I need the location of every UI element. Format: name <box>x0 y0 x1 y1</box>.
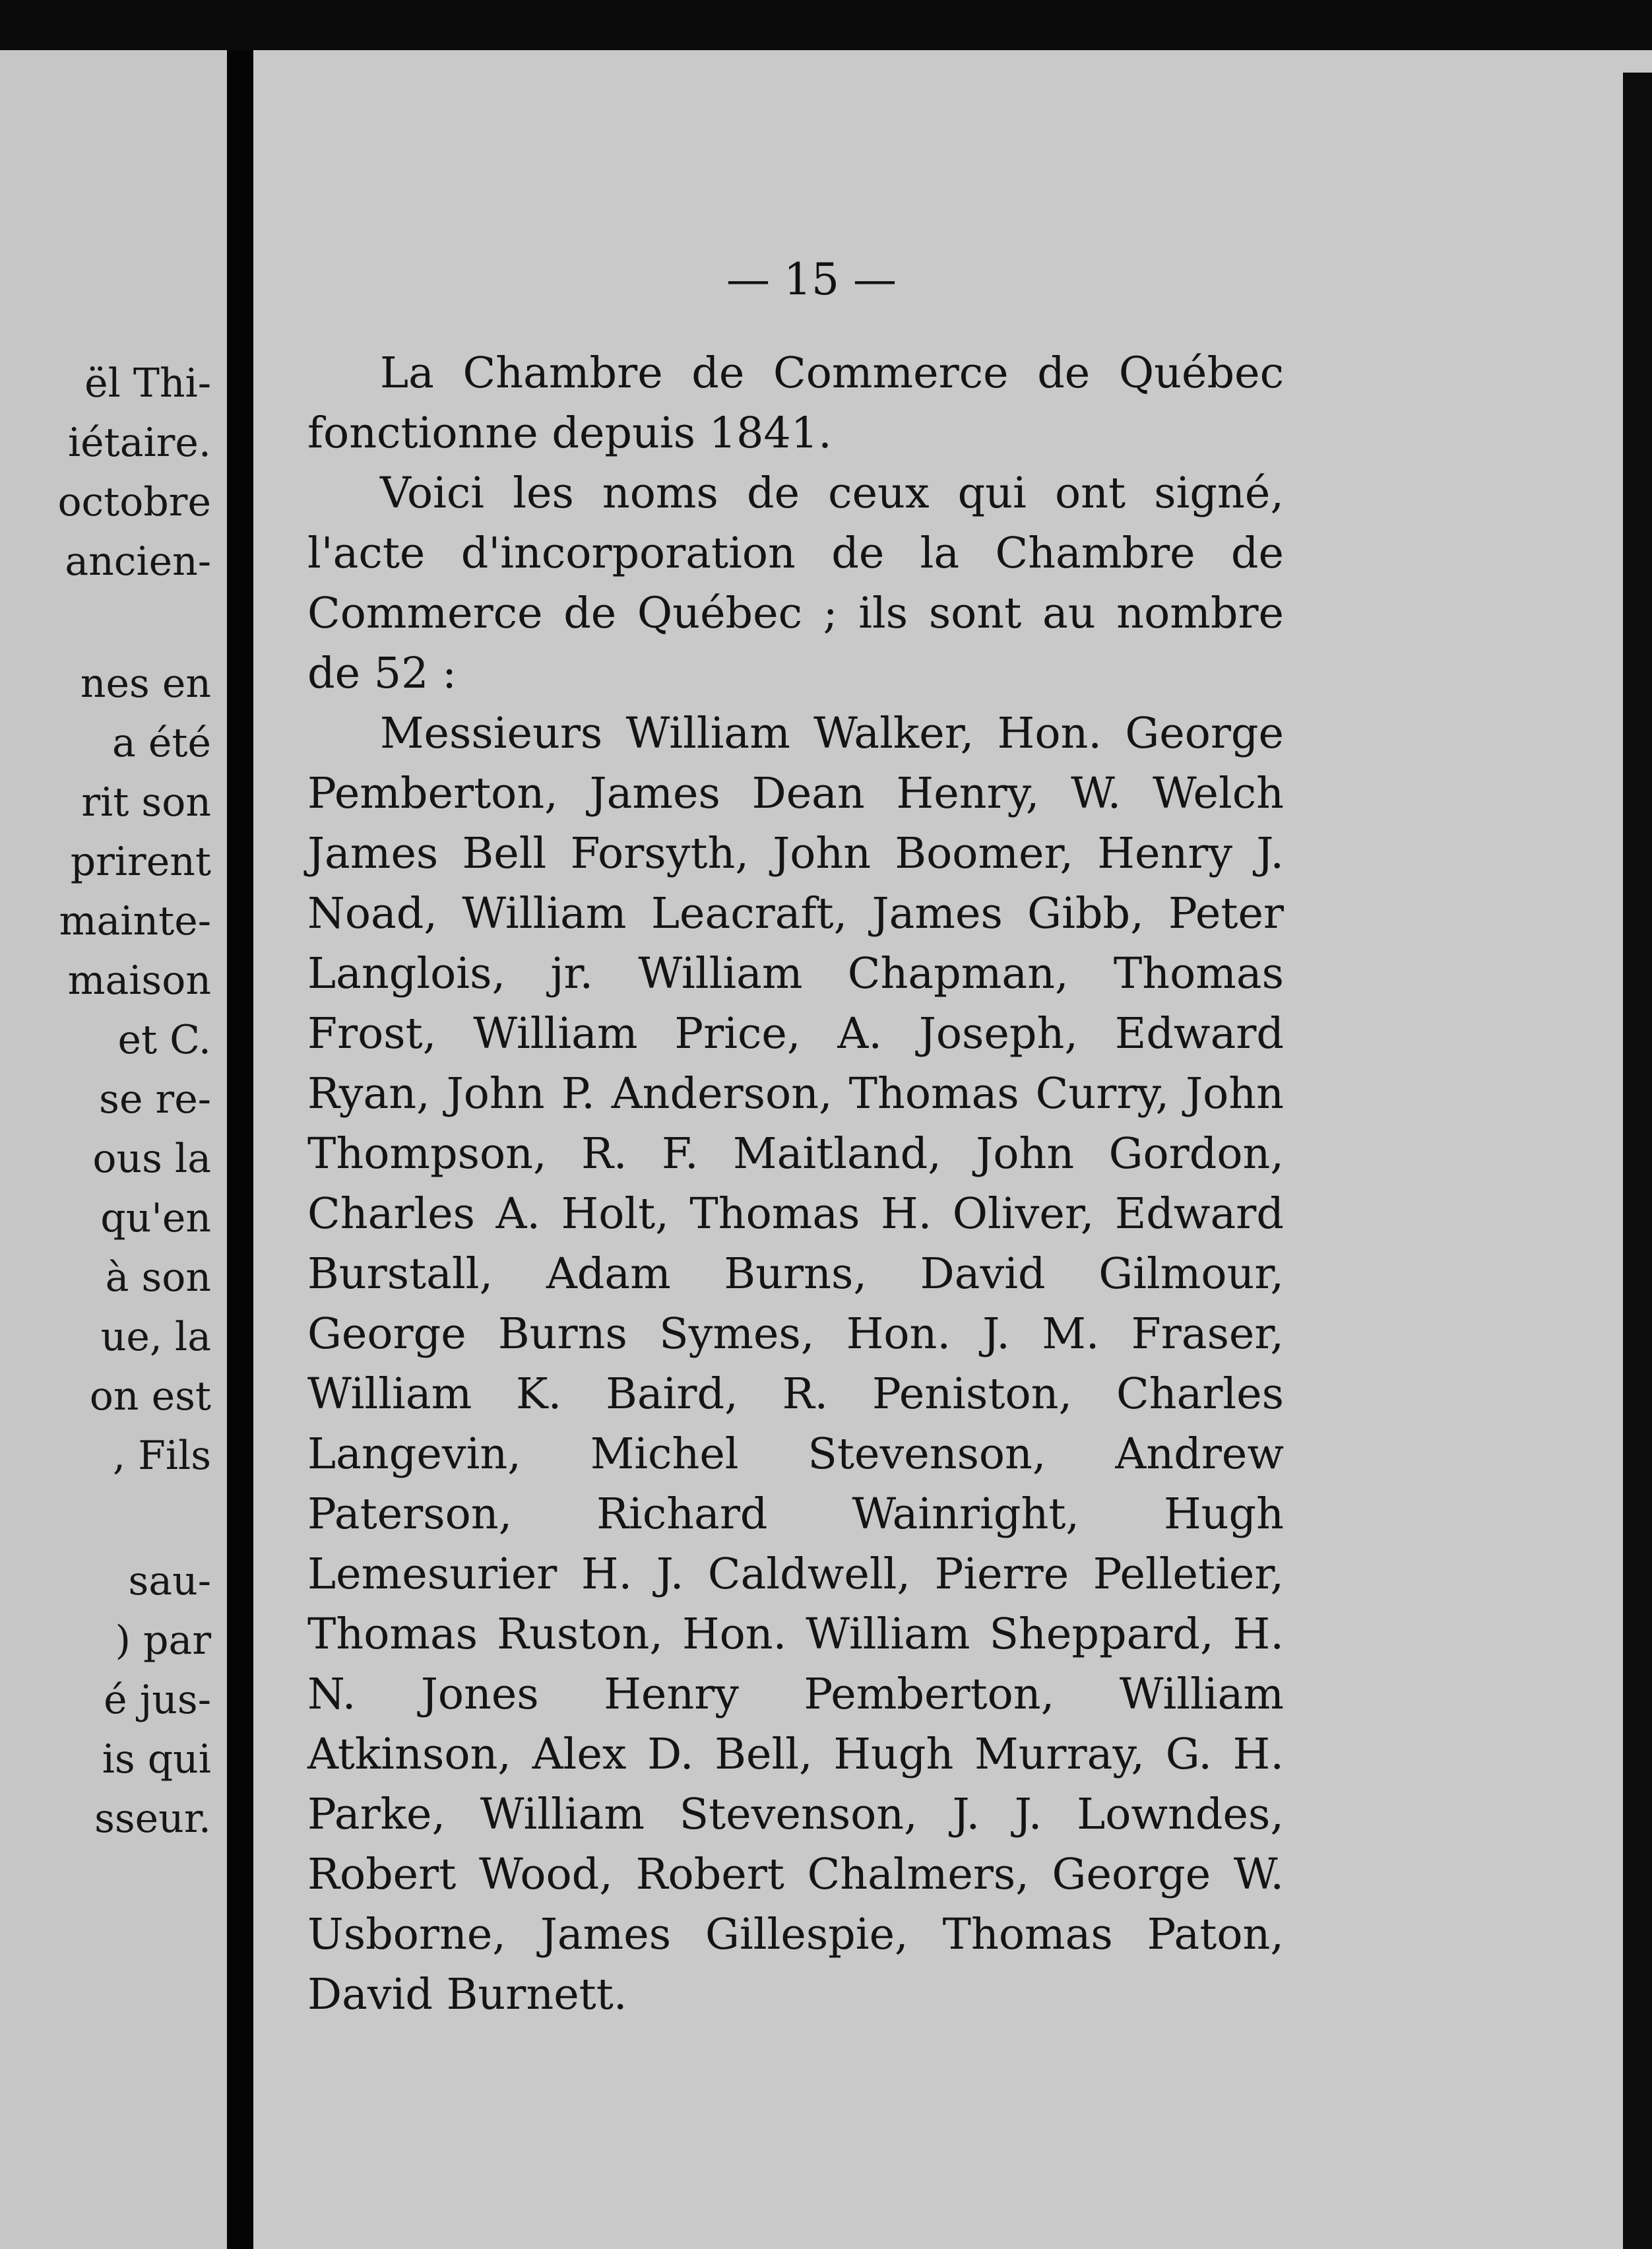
left-line: ël Thi- <box>84 360 211 407</box>
left-line: sau- <box>128 1558 211 1604</box>
book-gutter <box>227 50 253 2249</box>
page-number: — 15 — <box>726 254 897 305</box>
left-line: et C. <box>117 1017 211 1063</box>
left-line: ) par <box>115 1617 211 1664</box>
paragraph-signatory-names: Messieurs William Walker, Hon. George Pemberton, James Dean Henry, W. Welch James Bell Forsyth, John Boomer, Henry J. Noad, William Leacraft, James Gibb, Peter Langlois, jr. William Chapman, Thomas Frost, William Price, A. Joseph, Edward Ryan, John P. Anderson, Thomas Curry, John Thompson, R. F. Maitland, John Gordon, Charles A. Holt, Thomas H. Oliver, Edward Burstall, Adam Burns, David Gilmour, George Burns Symes, Hon. J. M. Fraser, William K. Baird, R. Peniston, Charles Langevin, Michel Stevenson, Andrew Paterson, Richard Wainright, Hugh Lemesurier H. J. Caldwell, Pierre Pelletier, Thomas Ruston, Hon. William Sheppard, H. N. Jones Henry Pemberton, William Atkinson, Alex D. Bell, Hugh Murray, G. H. Parke, William Stevenson, J. J. Lowndes, Robert Wood, Robert Chalmers, George W. Usborne, James Gillespie, Thomas Paton, David Burnett. <box>307 709 1284 2019</box>
paragraph-chamber-intro: La Chambre de Commerce de Québec fonctionne depuis 1841. <box>307 348 1284 458</box>
left-line: , Fils <box>113 1433 211 1479</box>
left-line: mainte- <box>59 898 211 944</box>
left-line: iétaire. <box>67 420 211 466</box>
left-line: ancien- <box>65 538 211 585</box>
left-line: nes en <box>80 661 211 707</box>
left-line: octobre <box>57 479 211 525</box>
left-line: sseur. <box>94 1796 211 1842</box>
left-line: ous la <box>92 1136 211 1182</box>
left-line: é jus- <box>104 1677 211 1723</box>
left-line: a été <box>112 720 211 766</box>
left-page <box>0 50 227 2249</box>
paragraph-signatories-intro: Voici les noms de ceux qui ont signé, l'acte d'incorporation de la Chambre de Commerce de Québec ; ils sont au nombre de 52 : <box>307 469 1284 698</box>
left-line: qu'en <box>100 1195 211 1241</box>
right-scan-edge <box>1623 73 1652 2249</box>
left-line: rit son <box>81 779 211 826</box>
left-line: maison <box>67 958 211 1004</box>
page-body <box>307 343 1284 2025</box>
left-line: on est <box>89 1373 211 1419</box>
left-line: is qui <box>102 1736 211 1782</box>
left-line: ue, la <box>100 1314 211 1360</box>
left-line: prirent <box>70 839 211 885</box>
left-line: à son <box>105 1255 211 1301</box>
left-line: se re- <box>99 1076 211 1123</box>
